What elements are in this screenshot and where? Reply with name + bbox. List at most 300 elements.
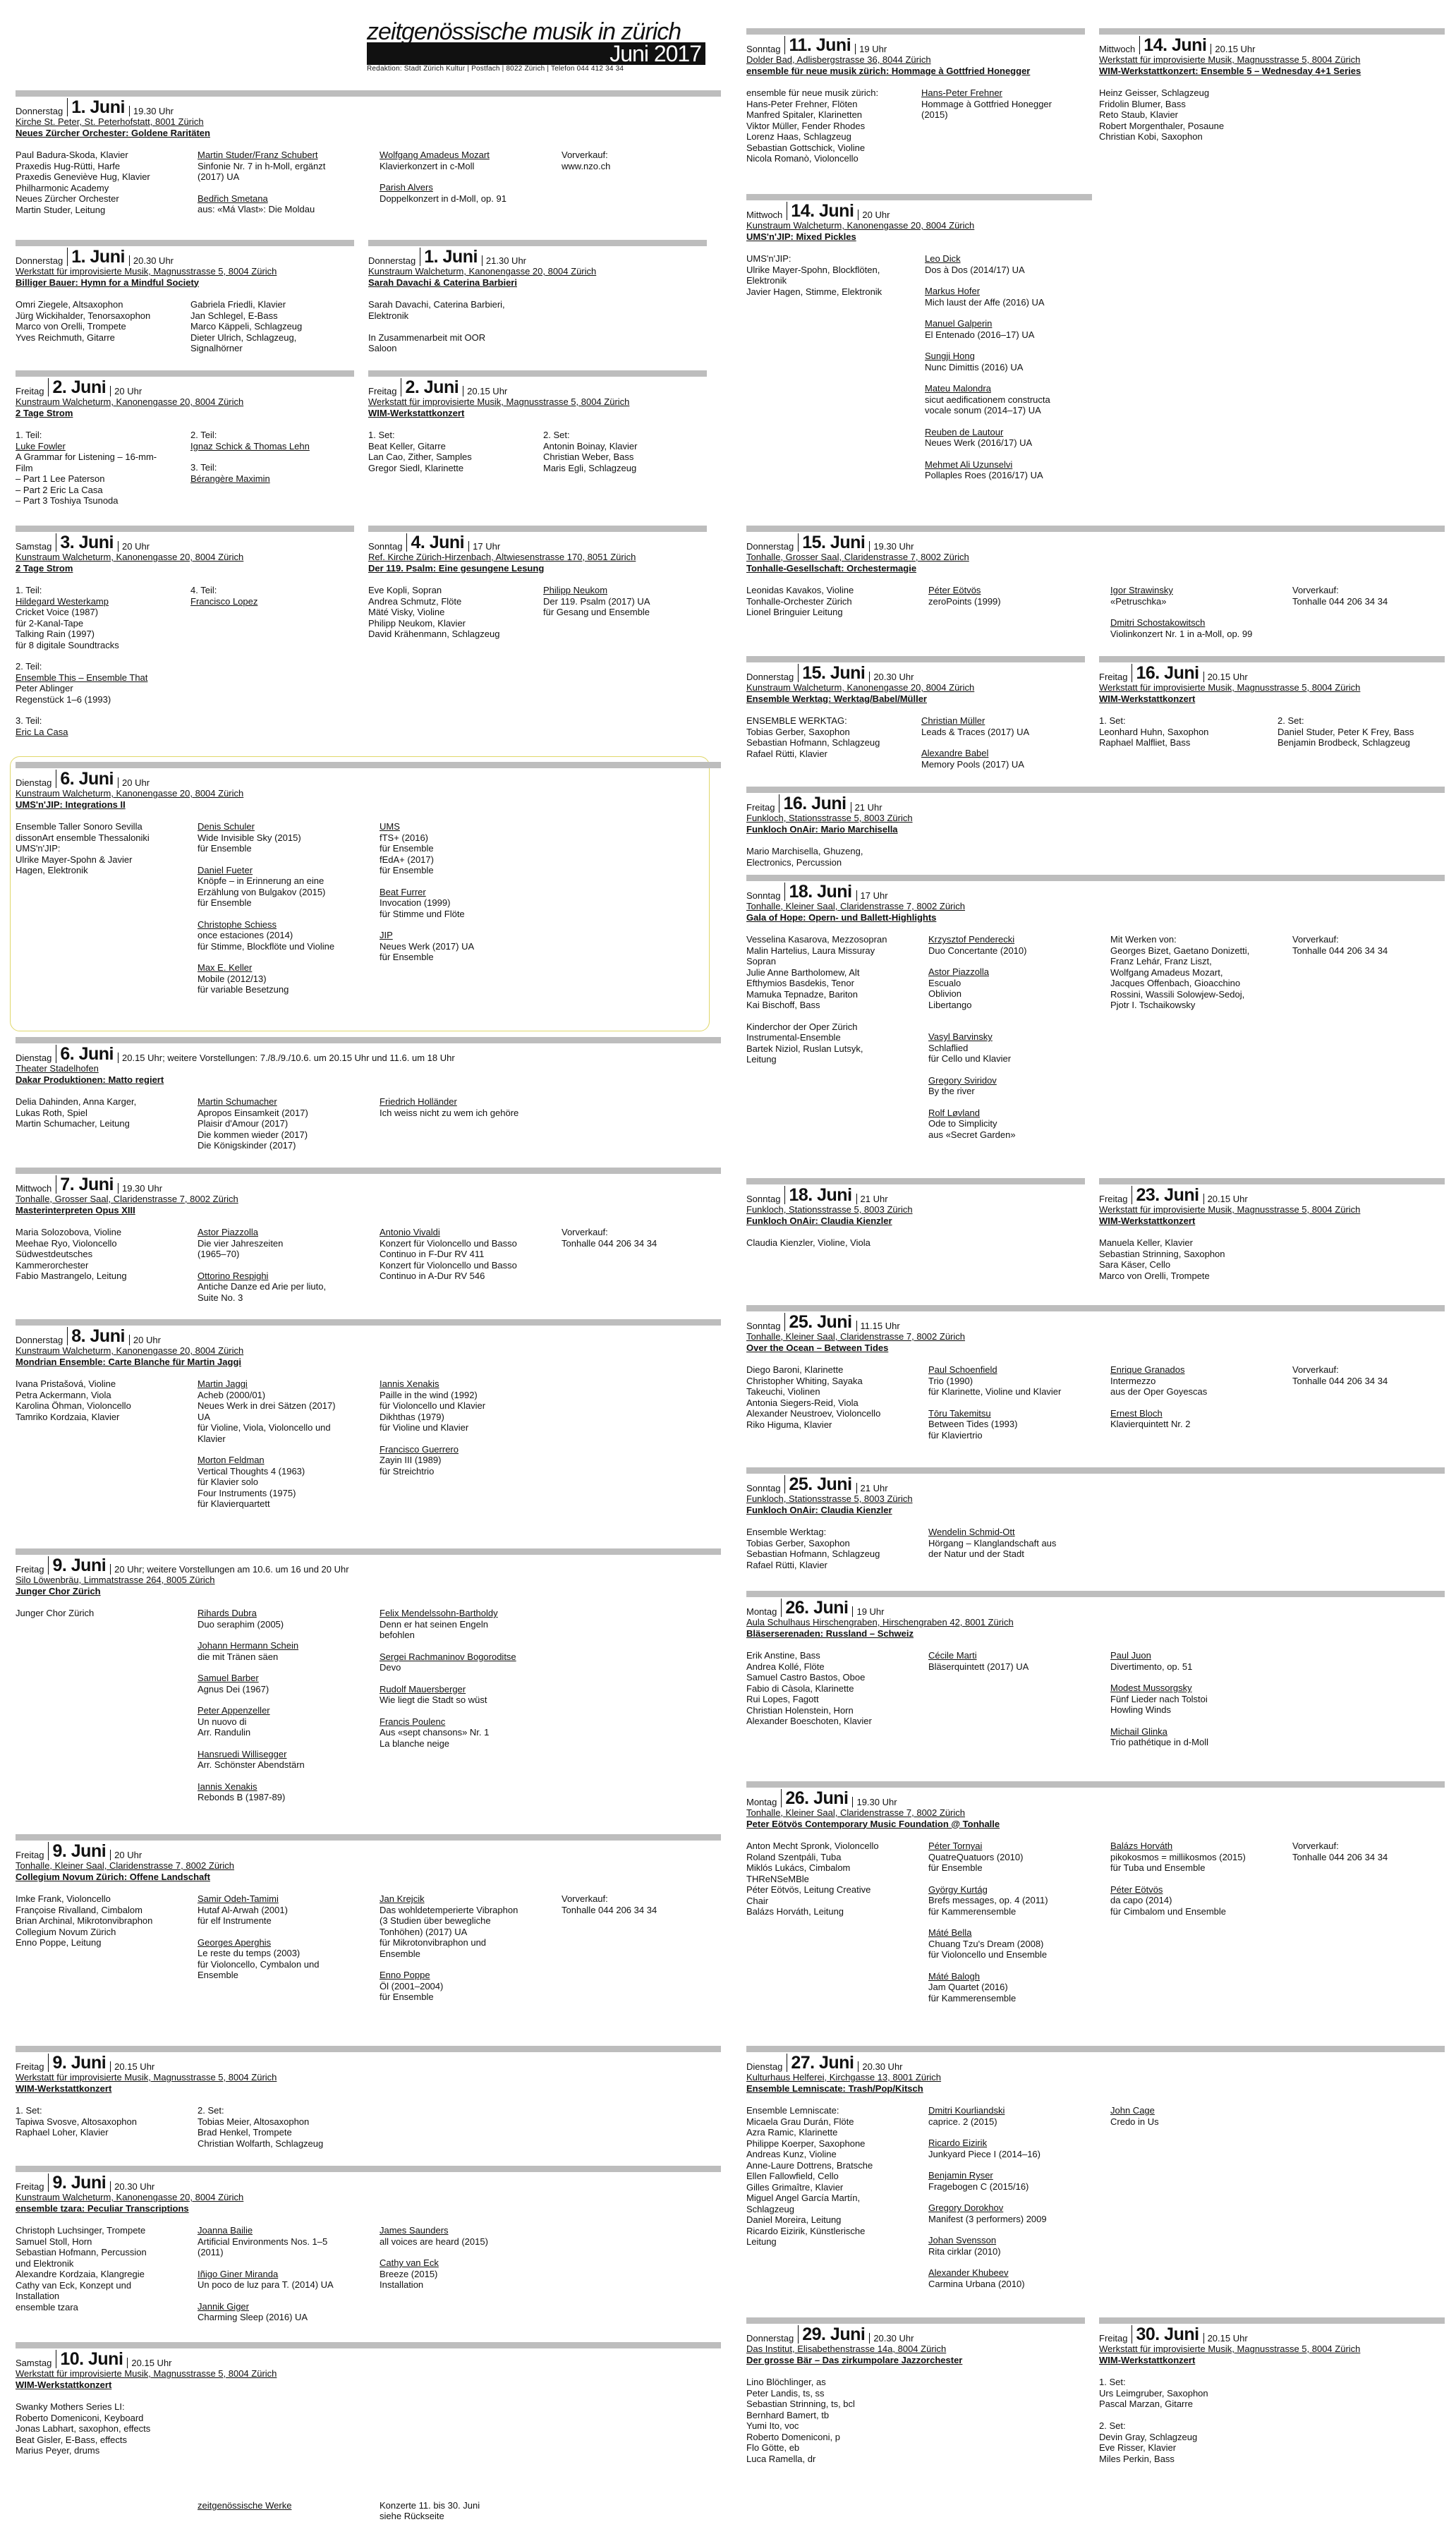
program-text: ensemble für neue musik zürich: Hans-Peter Frehner, Flöten Manfred Spitaler, Klarinetten Viktor Müller, Fender Rhodes Lorenz Haas, Schlagzeug Sebastian Gottschick, Violine Nicola Romanò, Violoncello (746, 87, 879, 164)
program-column (368, 430, 543, 473)
program-text: Konzerte 11. bis 30. Juni siehe Rückseite (380, 2499, 480, 2521)
program-text: Ensemble Taller Sonoro Sevilla dissonArt ensemble Thessaloniki UMS'n'JIP: Ulrike Mayer-Spohn & Javier Hagen, Elektronik (16, 821, 150, 875)
composer-name: Jannik Giger (198, 2300, 249, 2312)
event-program (16, 2401, 721, 2522)
program-text: 1. Set: Tapiwa Svosve, Altosaxophon Raphael Loher, Klavier (16, 2105, 137, 2138)
program-text: Rita cirklar (2010) (928, 2245, 1001, 2257)
program-column (746, 1364, 928, 1441)
event-bar (368, 240, 707, 246)
event-date: 25. Juni (784, 1313, 851, 1331)
event-weekday: Donnerstag (16, 105, 63, 116)
program-text: A Grammar for Listening – 16-mm- Film – Part 1 Lee Paterson – Part 2 Eric La Casa – Part 3 Toshiya Tsunoda (16, 451, 157, 506)
program-text: Mit Werken von: Georges Bizet, Gaetano Donizetti, Franz Lehár, Franz Liszt, Wolfgang Amadeus Mozart, Jacques Offenbach, Gioacchino Rossini, Wassili Solowjew-Sedoj, Pjotr I. Tschaikowsky (1110, 934, 1250, 1010)
event-program (16, 1893, 721, 2003)
composer-name: Samir Odeh-Tamimi (198, 1893, 279, 1904)
spacer (380, 1641, 556, 1651)
program-text: El Entenado (2016–17) UA (925, 329, 1035, 340)
event-block (1099, 28, 1445, 143)
program-text: Duo Concertante (2010) (928, 945, 1027, 956)
program-text: Rebonds B (1987-89) (198, 1792, 286, 1802)
event-program (368, 585, 707, 640)
program-text: Ode to Simplicity aus «Secret Garden» (928, 1118, 1016, 1140)
event-time: 20.30 Uhr (858, 2061, 902, 2073)
event-title: Billiger Bauer: Hymn for a Mindful Society (16, 277, 200, 288)
program-column (198, 1378, 380, 1510)
event-bar (16, 1548, 721, 1555)
program-text: Konzert für Violoncello und Basso Continuo in F-Dur RV 411 Konzert für Violoncello und Basso Continuo in A-Dur RV 546 (380, 1237, 517, 1281)
composer-name: Péter Eötvös (928, 585, 981, 595)
event-date: 1. Juni (420, 248, 478, 266)
event-date-header (746, 1186, 1085, 1204)
event-time: 20.30 Uhr (869, 672, 914, 683)
spacer (928, 2159, 1105, 2170)
event-time: 17 Uhr (468, 541, 500, 552)
program-text: Chuang Tzu's Dream (2008) für Violoncello und Ensemble (928, 1938, 1048, 1960)
event-weekday: Donnerstag (746, 540, 794, 552)
program-column (543, 585, 718, 640)
event-title: Mondrian Ensemble: Carte Blanche für Martin Jaggi (16, 1356, 241, 1367)
program-text: Schlaflied für Cello und Klavier (928, 1042, 1012, 1064)
spacer (928, 1065, 1105, 1075)
spacer (925, 416, 1098, 427)
event-weekday: Mittwoch (1099, 43, 1136, 54)
event-venue: Werkstatt für improvisierte Musik, Magnusstrasse 5, 8004 Zürich (16, 2368, 277, 2379)
program-column (746, 2377, 1091, 2464)
event-venue: Werkstatt für improvisierte Musik, Magnusstrasse 5, 8004 Zürich (16, 266, 277, 277)
event-block (746, 1178, 1085, 1249)
program-text: Hörgang – Klanglandschaft aus der Natur und der Stadt (928, 1537, 1057, 1559)
composer-name: Peter Appenzeller (198, 1705, 270, 1716)
event-program (746, 846, 1445, 868)
event-venue: Kunstraum Walcheturm, Kanonengasse 20, 8004 Zürich (16, 396, 244, 407)
composer-name: Máté Balogh (928, 1970, 980, 1982)
event-date-header (1099, 664, 1445, 682)
composer-name: Luke Fowler (16, 440, 66, 451)
event-bar (16, 1168, 721, 1174)
event-time: 20.30 Uhr (110, 2181, 154, 2193)
masthead (367, 18, 705, 73)
composer-name: Alexandre Babel (921, 748, 989, 758)
program-column (562, 1893, 744, 2003)
event-venue: Werkstatt für improvisierte Musik, Magnusstrasse 5, 8004 Zürich (16, 2072, 277, 2083)
program-text: Brefs messages, op. 4 (2011) für Kammerensemble (928, 1895, 1048, 1917)
event-date-header (16, 2350, 721, 2368)
event-title: 2 Tage Strom (16, 407, 73, 418)
event-title: Ensemble Werktag: Werktag/Babel/Müller (746, 693, 927, 704)
program-column (198, 150, 380, 215)
event-block (16, 90, 721, 215)
program-text: Lino Blöchlinger, as Peter Landis, ts, ss Sebastian Strinning, ts, bcl Bernhard Bamert, tb Yumi Ito, voc Roberto Domeniconi, p Flo Götte, eb Luca Ramella, dr (746, 2377, 855, 2464)
event-program (746, 715, 1085, 770)
event-program (1099, 1237, 1445, 1281)
program-text: Un nuovo di Arr. Randulin (198, 1716, 251, 1738)
program-text: Knöpfe – in Erinnerung an eine Erzählung von Bulgakov (2015) für Ensemble (198, 875, 326, 908)
event-weekday: Freitag (1099, 671, 1128, 682)
composer-name: Denis Schuler (198, 821, 255, 832)
program-column (380, 1378, 562, 1510)
event-block (16, 1834, 721, 2003)
spacer (1110, 1398, 1287, 1408)
event-venue: Werkstatt für improvisierte Musik, Magnusstrasse 5, 8004 Zürich (1099, 682, 1361, 693)
event-date: 25. Juni (784, 1475, 851, 1493)
program-column (190, 585, 365, 737)
event-block (746, 1591, 1445, 1748)
event-weekday: Montag (746, 1796, 777, 1807)
event-title: Neues Zürcher Orchester: Goldene Raritäten (16, 127, 210, 138)
spacer (198, 1260, 374, 1271)
event-venue: Kunstraum Walcheturm, Kanonengasse 20, 8004 Zürich (368, 266, 597, 277)
program-text: Antiche Danze ed Arie per liuto, Suite No. 3 (198, 1281, 327, 1303)
program-column (198, 2105, 380, 2149)
program-text: Sarah Davachi, Caterina Barbieri, Elektronik In Zusammenarbeit mit OOR Saloon (368, 299, 505, 353)
event-title: WIM-Werkstattkonzert (1099, 2354, 1196, 2365)
event-venue: Kunstraum Walcheturm, Kanonengasse 20, 8004 Zürich (16, 2192, 244, 2202)
event-weekday: Freitag (16, 1849, 44, 1860)
program-column (380, 821, 562, 995)
event-title: ensemble tzara: Peculiar Transcriptions (16, 2202, 189, 2214)
event-date: 14. Juni (787, 202, 854, 220)
event-title: Der grosse Bär – Das zirkumpolare Jazzorchester (746, 2354, 963, 2365)
event-title: ensemble für neue musik zürich: Hommage à Gottfried Honegger (746, 65, 1031, 76)
event-time: 19 Uhr (852, 1606, 884, 1618)
event-venue: Funkloch, Stationsstrasse 5, 8003 Zürich (746, 1204, 913, 1215)
event-date: 29. Juni (798, 2325, 865, 2344)
masthead-subline: Redaktion: Stadt Zürich Kultur | Postfach | 8022 Zürich | Telefon 044 412 34 34 (367, 65, 624, 73)
program-text: Acheb (2000/01) Neues Werk in drei Sätzen (2017) UA für Violine, Viola, Violoncello und Klavier (198, 1389, 336, 1444)
event-program (746, 1650, 1445, 1748)
program-text: Zayin III (1989) für Streichtrio (380, 1455, 442, 1477)
program-text: QuatreQuatuors (2010) für Ensemble (928, 1851, 1024, 1873)
composer-name: Felix Mendelssohn-Bartholdy (380, 1608, 498, 1618)
event-block (746, 194, 1092, 481)
event-date-header (368, 533, 707, 552)
composer-name: György Kurtág (928, 1884, 988, 1895)
event-venue: Das Institut, Elisabethenstrasse 14a, 8004 Zürich (746, 2344, 947, 2354)
program-text: Between Tides (1993) für Klaviertrio (928, 1419, 1018, 1441)
program-column (746, 585, 928, 639)
composer-name: Wendelin Schmid-Ott (928, 1527, 1015, 1537)
event-bar (746, 2046, 1445, 2052)
event-weekday: Sonntag (746, 43, 781, 54)
event-time: 20.15 Uhr; weitere Vorstellungen: 7./8./9./10.6. um 20.15 Uhr und 11.6. um 18 Uhr (118, 1053, 455, 1064)
spacer (198, 854, 374, 865)
event-time: 20.15 Uhr (1203, 672, 1248, 683)
program-column (380, 2401, 562, 2522)
event-block (16, 1168, 721, 1303)
event-date-header (368, 248, 707, 266)
program-text: Nunc Dimittis (2016) UA (925, 361, 1024, 372)
program-column (921, 715, 1096, 770)
event-time: 19 Uhr (855, 44, 887, 55)
composer-name: John Cage (1110, 2105, 1155, 2116)
program-column (16, 1227, 198, 1303)
program-text (198, 2401, 374, 2500)
event-bar (746, 194, 1092, 200)
masthead-month: Juni 2017 (609, 41, 701, 66)
event-date: 1. Juni (67, 98, 125, 116)
event-title: Over the Ocean – Between Tides (746, 1342, 889, 1353)
event-title: WIM-Werkstattkonzert (16, 2083, 112, 2094)
composer-name: Ricardo Eizirik (928, 2138, 988, 2148)
event-bar (368, 370, 707, 377)
spacer (380, 1706, 556, 1716)
composer-name: Sungji Hong (925, 351, 975, 361)
composer-name: Ernest Bloch (1110, 1407, 1163, 1419)
composer-name: Francisco Lopez (190, 595, 258, 607)
program-text: Hommage à Gottfried Honegger (2015) (921, 98, 1052, 120)
composer-name: Alexander Khubeev (928, 2267, 1009, 2278)
program-column (1110, 585, 1292, 639)
composer-name: Manuel Galperin (925, 318, 993, 329)
event-program (16, 1608, 721, 1803)
program-column (16, 2105, 198, 2149)
program-column (928, 1527, 1110, 1570)
event-date-header (746, 1313, 1445, 1331)
event-date: 27. Juni (787, 2054, 854, 2072)
spacer (925, 275, 1098, 286)
event-date-header (746, 794, 1445, 813)
event-block (746, 1781, 1445, 2003)
event-venue: Funkloch, Stationsstrasse 5, 8003 Zürich (746, 813, 913, 823)
program-text: Claudia Kienzler, Violine, Viola (746, 1237, 870, 1248)
event-bar (16, 2046, 721, 2052)
composer-name: Astor Piazzolla (198, 1227, 258, 1237)
spacer (198, 1444, 374, 1455)
event-venue: Theater Stadelhofen (16, 1063, 99, 1074)
event-date: 9. Juni (48, 1556, 106, 1575)
event-date-header (746, 36, 1085, 54)
event-date: 6. Juni (56, 770, 114, 788)
program-text: ENSEMBLE WERKTAG: Tobias Gerber, Saxophon Sebastian Hofmann, Schlagzeug Rafael Rütti, Klavier (746, 715, 880, 759)
program-text: Delia Dahinden, Anna Karger, Lukas Roth, Spiel Martin Schumacher, Leitung (16, 1096, 137, 1129)
program-text: da capo (2014) für Cimbalom und Ensemble (1110, 1895, 1227, 1917)
event-date: 9. Juni (48, 2174, 106, 2192)
program-text: Neues Werk (2017) UA für Ensemble (380, 940, 475, 962)
program-column (198, 1227, 380, 1303)
program-column (16, 585, 190, 737)
event-title: WIM-Werkstattkonzert (1099, 1215, 1196, 1226)
event-program (16, 1227, 721, 1303)
event-time: 21.30 Uhr (482, 255, 526, 267)
event-date-header (746, 883, 1445, 901)
event-time: 11.15 Uhr (856, 1321, 900, 1332)
program-text: aus: «Má Vlast»: Die Moldau (198, 204, 315, 214)
event-title: WIM-Werkstattkonzert: Ensemble 5 – Wednesday 4+1 Series (1099, 65, 1361, 76)
masthead-bar (367, 42, 705, 65)
event-block (16, 2046, 721, 2149)
program-column (198, 1893, 380, 2003)
composer-name: Francisco Guerrero (380, 1443, 459, 1455)
event-title: Sarah Davachi & Caterina Barbieri (368, 277, 517, 288)
spacer (928, 1398, 1105, 1408)
event-bar (746, 526, 1445, 532)
program-text: Fünf Lieder nach Tolstoi Howling Winds (1110, 1693, 1208, 1715)
event-weekday: Freitag (16, 1563, 44, 1575)
spacer (928, 1874, 1105, 1884)
spacer (1110, 1672, 1287, 1683)
event-weekday: Mittwoch (16, 1182, 52, 1194)
event-block (16, 370, 354, 507)
event-bar (16, 1834, 721, 1841)
event-weekday: Freitag (1099, 1193, 1128, 1204)
event-block (1099, 2317, 1445, 2464)
program-text: Swanky Mothers Series LI: Roberto Domeniconi, Keyboard Jonas Labhart, saxophon, effects Beat Gisler, E-Bass, effects Marius Peyer, drums (16, 2401, 151, 2456)
program-text: Anton Mecht Spronk, Violoncello Roland Szentpáli, Tuba Miklós Lukács, Cimbalom THReNSeMBle Péter Eötvös, Leitung Creative Chair Balázs Horváth, Leitung (746, 1841, 879, 1917)
spacer (380, 1673, 556, 1684)
program-text: Denn er hat seinen Engeln befohlen (380, 1618, 488, 1640)
event-weekday: Samstag (16, 2357, 52, 2368)
spacer (198, 1662, 374, 1673)
program-text: Ivana Pristašová, Violine Petra Ackermann, Viola Karolina Öhman, Violoncello Tamriko Kordzaia, Klavier (16, 1378, 131, 1422)
composer-name: Eric La Casa (16, 726, 68, 737)
program-text: Vorverkauf: Tonhalle 044 206 34 34 (1292, 585, 1388, 607)
program-column (746, 934, 928, 1140)
spacer (198, 183, 374, 193)
event-program (16, 2105, 721, 2149)
event-title: Funkloch OnAir: Claudia Kienzler (746, 1504, 892, 1515)
event-block (746, 526, 1445, 639)
event-title: WIM-Werkstattkonzert (368, 407, 465, 418)
event-program (746, 253, 1092, 481)
composer-name: Leo Dick (925, 253, 961, 264)
event-bar (16, 526, 354, 532)
event-block (368, 526, 707, 640)
event-weekday: Sonntag (746, 1320, 781, 1331)
event-date: 11. Juni (784, 36, 851, 54)
program-text: Memory Pools (2017) UA (921, 758, 1024, 770)
event-date-header (746, 2325, 1085, 2344)
program-column (198, 1096, 380, 1151)
program-column (746, 87, 921, 164)
event-bar (16, 2166, 721, 2172)
program-column (1099, 1237, 1450, 1281)
event-bar (16, 2342, 721, 2348)
spacer (746, 1011, 923, 1021)
event-weekday: Samstag (16, 540, 52, 552)
spacer (1110, 607, 1287, 617)
composer-name: Martin Studer/Franz Schubert (198, 150, 318, 160)
event-block (746, 656, 1085, 770)
composer-name: Johann Hermann Schein (198, 1640, 299, 1651)
event-venue: Kunstraum Walcheturm, Kanonengasse 20, 8004 Zürich (16, 788, 244, 799)
event-date: 30. Juni (1132, 2325, 1199, 2344)
event-date-header (746, 1789, 1445, 1807)
composer-name: Hildegard Westerkamp (16, 595, 109, 607)
program-column (16, 2225, 198, 2323)
program-text: Jam Quartet (2016) für Kammerensemble (928, 1982, 1017, 2003)
program-text: Carmina Urbana (2010) (928, 2278, 1025, 2289)
event-date: 16. Juni (779, 794, 846, 813)
composer-name: Igor Strawinsky (1110, 585, 1173, 595)
program-text: Charming Sleep (2016) UA (198, 2312, 308, 2322)
program-text: Vorverkauf: Tonhalle 044 206 34 34 (1292, 934, 1388, 956)
program-column (368, 299, 712, 354)
program-text: 1. Teil: (16, 585, 42, 595)
program-text: Klavierquintett Nr. 2 (1110, 1419, 1191, 1429)
program-column (16, 150, 198, 215)
event-venue: Aula Schulhaus Hirschengraben, Hirschengraben 42, 8001 Zürich (746, 1617, 1014, 1627)
event-block (746, 875, 1445, 1140)
composer-name: Jan Krejcik (380, 1893, 425, 1904)
event-program (746, 934, 1445, 1140)
event-date-header (746, 664, 1085, 682)
spacer (928, 2127, 1105, 2138)
composer-name: Georges Aperghis (198, 1936, 272, 1948)
composer-name: Rolf Løvland (928, 1107, 980, 1118)
program-text: Manuela Keller, Klavier Sebastian Strinning, Saxophon Sara Käser, Cello Marco von Orelli, Trompete (1099, 1237, 1225, 1281)
spacer (925, 372, 1098, 383)
composer-name: Christophe Schiess (198, 919, 277, 930)
program-text: Vorverkauf: Tonhalle 044 206 34 34 (562, 1227, 657, 1249)
program-text: fTS+ (2016) für Ensemble fEdA+ (2017) für Ensemble (380, 832, 434, 875)
program-text: Mobile (2012/13) für variable Besetzung (198, 973, 289, 995)
event-program (746, 2377, 1085, 2464)
composer-name: Daniel Fueter (198, 864, 253, 875)
event-date-header (16, 2174, 721, 2192)
event-block (16, 2342, 721, 2522)
composer-name: Péter Eötvös (1110, 1884, 1163, 1895)
event-date-header (16, 1327, 721, 1345)
program-column (928, 2105, 1110, 2289)
event-block (16, 526, 354, 737)
program-column (746, 846, 928, 868)
event-program (368, 430, 707, 473)
program-column (1099, 715, 1278, 748)
composer-name: Modest Mussorgsky (1110, 1683, 1192, 1693)
composer-name: Hans-Peter Frehner (921, 87, 1002, 98)
program-column (928, 1364, 1110, 1441)
event-bar (746, 2317, 1085, 2324)
program-column (368, 585, 543, 640)
event-date: 16. Juni (1132, 664, 1199, 682)
event-date: 14. Juni (1139, 36, 1206, 54)
event-time: 21 Uhr (856, 1483, 888, 1494)
event-block (16, 762, 721, 995)
program-text: Paul Badura-Skoda, Klavier Praxedis Hug-Rütti, Harfe Praxedis Geneviève Hug, Klavier Philharmonic Academy Neues Zürcher Orchester Martin Studer, Leitung (16, 150, 150, 215)
event-date: 9. Juni (48, 1842, 106, 1860)
program-column (1099, 87, 1450, 143)
program-column (746, 1527, 928, 1570)
program-column (921, 87, 1096, 164)
event-date: 15. Juni (798, 533, 865, 552)
event-time: 20.15 Uhr (463, 386, 507, 397)
event-weekday: Freitag (16, 385, 44, 396)
program-column (1110, 934, 1292, 1140)
program-column (1292, 585, 1456, 639)
event-title: Masterinterpreten Opus XIII (16, 1204, 135, 1215)
program-column (928, 585, 1110, 639)
event-program (746, 2105, 1445, 2289)
event-bar (746, 1467, 1445, 1474)
program-text: Eve Kopli, Sopran Andrea Schmutz, Flöte Mäté Visky, Violine Philipp Neukom, Klavier David Krähenmann, Schlagzeug (368, 585, 500, 639)
spacer (928, 1960, 1105, 1971)
program-text: Intermezzo aus der Oper Goyescas (1110, 1375, 1208, 1397)
event-date: 4. Juni (406, 533, 464, 552)
event-venue: Kunstraum Walcheturm, Kanonengasse 20, 8004 Zürich (16, 552, 244, 562)
spacer (198, 1738, 374, 1749)
event-title: Gala of Hope: Opern- und Ballett-Highlights (746, 911, 937, 923)
spacer (198, 952, 374, 962)
event-weekday: Freitag (16, 2061, 44, 2072)
program-text: Arr. Schönster Abendstärn (198, 1759, 305, 1770)
program-text: Mich laust der Affe (2016) UA (925, 296, 1045, 308)
spacer (928, 956, 1105, 966)
program-column (380, 1893, 562, 2003)
program-text: Ich weiss nicht zu wem ich gehöre (380, 1107, 519, 1118)
spacer (921, 737, 1091, 748)
program-text: Credo in Us (1110, 2116, 1159, 2127)
program-text: 1. Set: Urs Leimgruber, Saxophon Pascal Marzan, Gitarre 2. Set: Devin Gray, Schlagzeug Eve Risser, Klavier Miles Perkin, Bass (1099, 2377, 1208, 2464)
